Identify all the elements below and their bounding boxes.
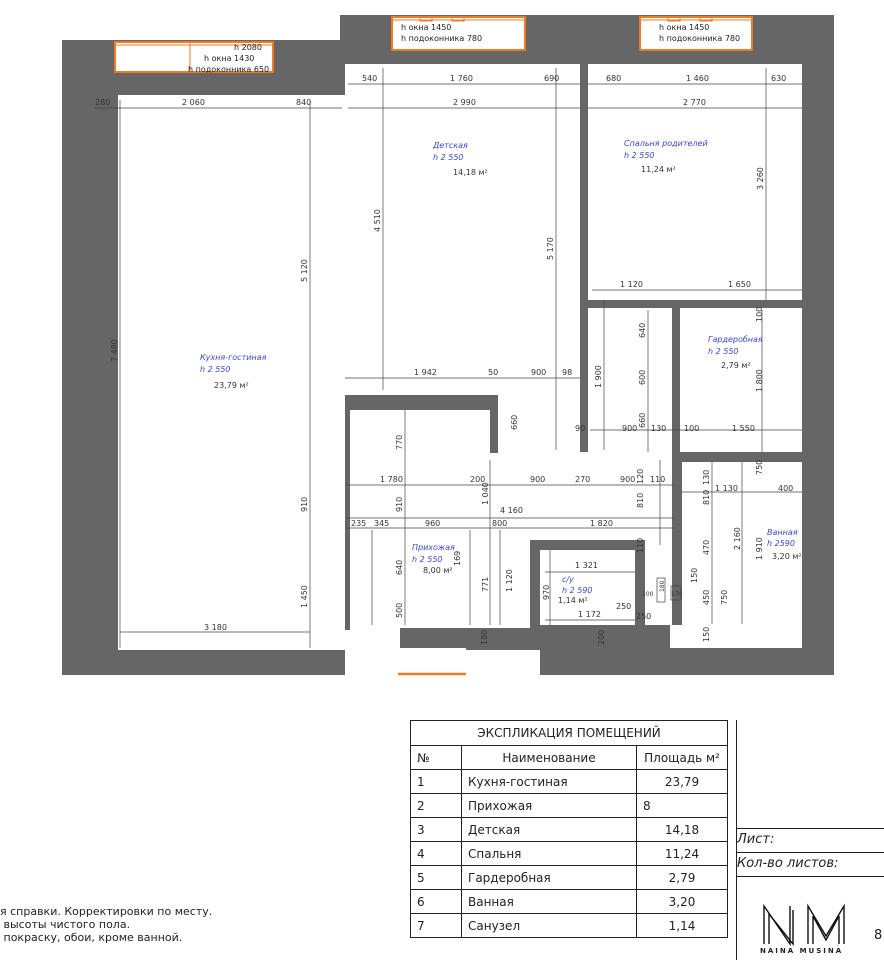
dim: 450	[702, 589, 711, 605]
dim: 680	[606, 74, 622, 83]
room-kitchen-height: h 2 550	[200, 365, 231, 374]
room-kitchen-name: Кухня-гостиная	[200, 353, 267, 362]
dim: 750	[755, 459, 764, 475]
table-row	[411, 794, 728, 818]
dim: 98	[562, 368, 573, 377]
dim: 900	[530, 475, 546, 484]
table-row	[411, 914, 728, 938]
dim: 180	[480, 629, 489, 645]
dim: 771	[481, 576, 490, 592]
dim: 2 160	[733, 527, 742, 550]
row-num: 7	[411, 914, 462, 938]
dim: 1 450	[300, 585, 309, 608]
dim: 800	[492, 519, 508, 528]
dim: 3 260	[756, 167, 765, 190]
room-wc-height: h 2 590	[562, 586, 593, 595]
dim: 3 180	[204, 623, 227, 632]
dim: 345	[374, 519, 390, 528]
dim: 110	[636, 537, 645, 553]
dim: 4 160	[500, 506, 523, 515]
entry-door	[398, 648, 466, 675]
dim: 600	[638, 369, 647, 385]
col-name-header: Наименование	[462, 746, 637, 770]
row-area: 2,79	[637, 866, 728, 890]
row-name: Санузел	[462, 914, 637, 938]
dim: 1 460	[686, 74, 709, 83]
row-name: Гардеробная	[462, 866, 637, 890]
room-kids-area: 14,18 м²	[453, 168, 488, 177]
room-bedroom-area: 11,24 м²	[641, 165, 676, 174]
dim: 100	[642, 591, 654, 598]
dim: 250	[616, 602, 632, 611]
room-wc-name: с/у	[562, 575, 574, 584]
table-row	[411, 866, 728, 890]
row-num: 2	[411, 794, 462, 818]
room-wardrobe-area: 2,79 м²	[721, 361, 751, 370]
col-area-header: Площадь м²	[637, 746, 728, 770]
dim: 170	[671, 591, 683, 598]
room-wardrobe-name: Гардеробная	[708, 335, 763, 344]
dim: 90	[575, 424, 586, 433]
dim: 540	[362, 74, 378, 83]
dim: 100	[684, 424, 700, 433]
dim: 110	[650, 475, 666, 484]
dim: 910	[395, 496, 404, 512]
dim: 1 800	[755, 369, 764, 392]
dim: 150	[702, 626, 711, 642]
dim: 640	[638, 322, 647, 338]
sheets-count-label: Кол-во листов:	[737, 856, 839, 871]
dim: 810	[636, 492, 645, 508]
room-bath-name: Ванная	[767, 528, 798, 537]
row-num: 6	[411, 890, 462, 914]
row-name: Детская	[462, 818, 637, 842]
room-bedroom-height: h 2 550	[624, 151, 655, 160]
logo-name: NAINA MUSINA	[760, 947, 844, 955]
dim: 5 170	[546, 237, 555, 260]
dim: 235	[351, 519, 367, 528]
stamp-line	[737, 828, 884, 829]
row-num: 5	[411, 866, 462, 890]
dim: 1 650	[728, 280, 751, 289]
window1-sill: h подоконника 780	[401, 34, 483, 43]
table-row	[411, 770, 728, 794]
row-area: 14,18	[637, 818, 728, 842]
dim: 750	[720, 589, 729, 605]
row-name: Кухня-гостиная	[462, 770, 637, 794]
dim: 1 120	[505, 569, 514, 592]
room-wc-area: 1,14 м²	[558, 596, 588, 605]
row-name: Прихожая	[462, 794, 637, 818]
dim: 280	[95, 98, 111, 107]
row-area: 3,20	[637, 890, 728, 914]
row-name: Ванная	[462, 890, 637, 914]
dim: 1 130	[715, 484, 738, 493]
dim: 1 780	[380, 475, 403, 484]
dim: 900	[620, 475, 636, 484]
sheet-label: Лист:	[737, 832, 775, 847]
table-title: ЭКСПЛИКАЦИЯ ПОМЕЩЕНИЙ	[411, 721, 728, 746]
window3-h: h окна 1430	[204, 54, 255, 63]
room-bedroom-name: Спальня родителей	[624, 139, 708, 148]
dim: 900	[531, 368, 547, 377]
dim: 1 760	[450, 74, 473, 83]
dim: 1 321	[575, 561, 598, 570]
notes	[0, 905, 212, 944]
dim: 2 060	[182, 98, 205, 107]
row-area: 8	[637, 794, 728, 818]
dim: 1 550	[732, 424, 755, 433]
dim: 1 820	[590, 519, 613, 528]
room-kitchen-area: 23,79 м²	[214, 381, 249, 390]
dim: 1 172	[578, 610, 601, 619]
window1-h: h окна 1450	[401, 23, 452, 32]
note-line: высоты чистого пола.	[0, 918, 131, 931]
dim: 4 510	[373, 209, 382, 232]
dim: 770	[395, 434, 404, 450]
dim: 960	[425, 519, 441, 528]
note-line: покраску, обои, кроме ванной.	[0, 931, 183, 944]
window3-door-h: h 2080	[234, 43, 262, 52]
room-wardrobe-height: h 2 550	[708, 347, 739, 356]
dim: 900	[622, 424, 638, 433]
row-num: 4	[411, 842, 462, 866]
dim: 640	[395, 559, 404, 575]
dim: 840	[296, 98, 312, 107]
table-row	[411, 842, 728, 866]
row-num: 3	[411, 818, 462, 842]
dim: 100	[755, 306, 764, 322]
dim: 1 910	[755, 537, 764, 560]
dim: 250	[636, 612, 652, 621]
table-row	[411, 890, 728, 914]
dim: 660	[510, 414, 519, 430]
row-name: Спальня	[462, 842, 637, 866]
row-area: 1,14	[637, 914, 728, 938]
dim: 2 770	[683, 98, 706, 107]
dim: 5 120	[300, 259, 309, 282]
dim: 630	[771, 74, 787, 83]
row-num: 1	[411, 770, 462, 794]
window3-sill: h подоконника 650	[188, 65, 270, 74]
dim: 690	[544, 74, 560, 83]
room-hall-area: 8,00 м²	[423, 566, 453, 575]
page-number: 8	[874, 928, 883, 943]
dim: 200	[597, 629, 606, 645]
col-num-header: №	[411, 746, 462, 770]
dim: 500	[395, 602, 404, 618]
dim: 1 900	[594, 365, 603, 388]
dim: 120	[636, 468, 645, 484]
row-area: 11,24	[637, 842, 728, 866]
room-hall-height: h 2 550	[412, 555, 443, 564]
room-kids-name: Детская	[433, 141, 468, 150]
row-area: 23,79	[637, 770, 728, 794]
window2-sill: h подоконника 780	[659, 34, 741, 43]
dim: 1 040	[481, 482, 490, 505]
dim: 169	[453, 550, 462, 566]
room-kids-height: h 2 550	[433, 153, 464, 162]
dim: 7 480	[110, 339, 119, 362]
note-line: я справки. Корректировки по месту.	[0, 905, 213, 918]
dim: 1 942	[414, 368, 437, 377]
dim: 660	[638, 412, 647, 428]
dim: 970	[542, 584, 551, 600]
stamp-line	[737, 852, 884, 853]
dim: 910	[300, 496, 309, 512]
dim: 2 990	[453, 98, 476, 107]
stamp-line	[737, 876, 884, 877]
dim: 200	[470, 475, 486, 484]
window2-h: h окна 1450	[659, 23, 710, 32]
dim: 810	[702, 489, 711, 505]
dim: 130	[651, 424, 667, 433]
dim: 270	[575, 475, 591, 484]
room-bath-height: h 2590	[767, 539, 795, 548]
dim: 400	[778, 484, 794, 493]
room-bath-area: 3,20 м²	[772, 552, 802, 561]
dim: 470	[702, 539, 711, 555]
table-row	[411, 818, 728, 842]
dim: 130	[702, 469, 711, 485]
dim: 50	[488, 368, 499, 377]
dim: 150	[690, 567, 699, 583]
room-hall-name: Прихожая	[412, 543, 455, 552]
dim: 1 120	[620, 280, 643, 289]
rooms-table	[410, 720, 728, 938]
dim: 180	[659, 580, 666, 592]
